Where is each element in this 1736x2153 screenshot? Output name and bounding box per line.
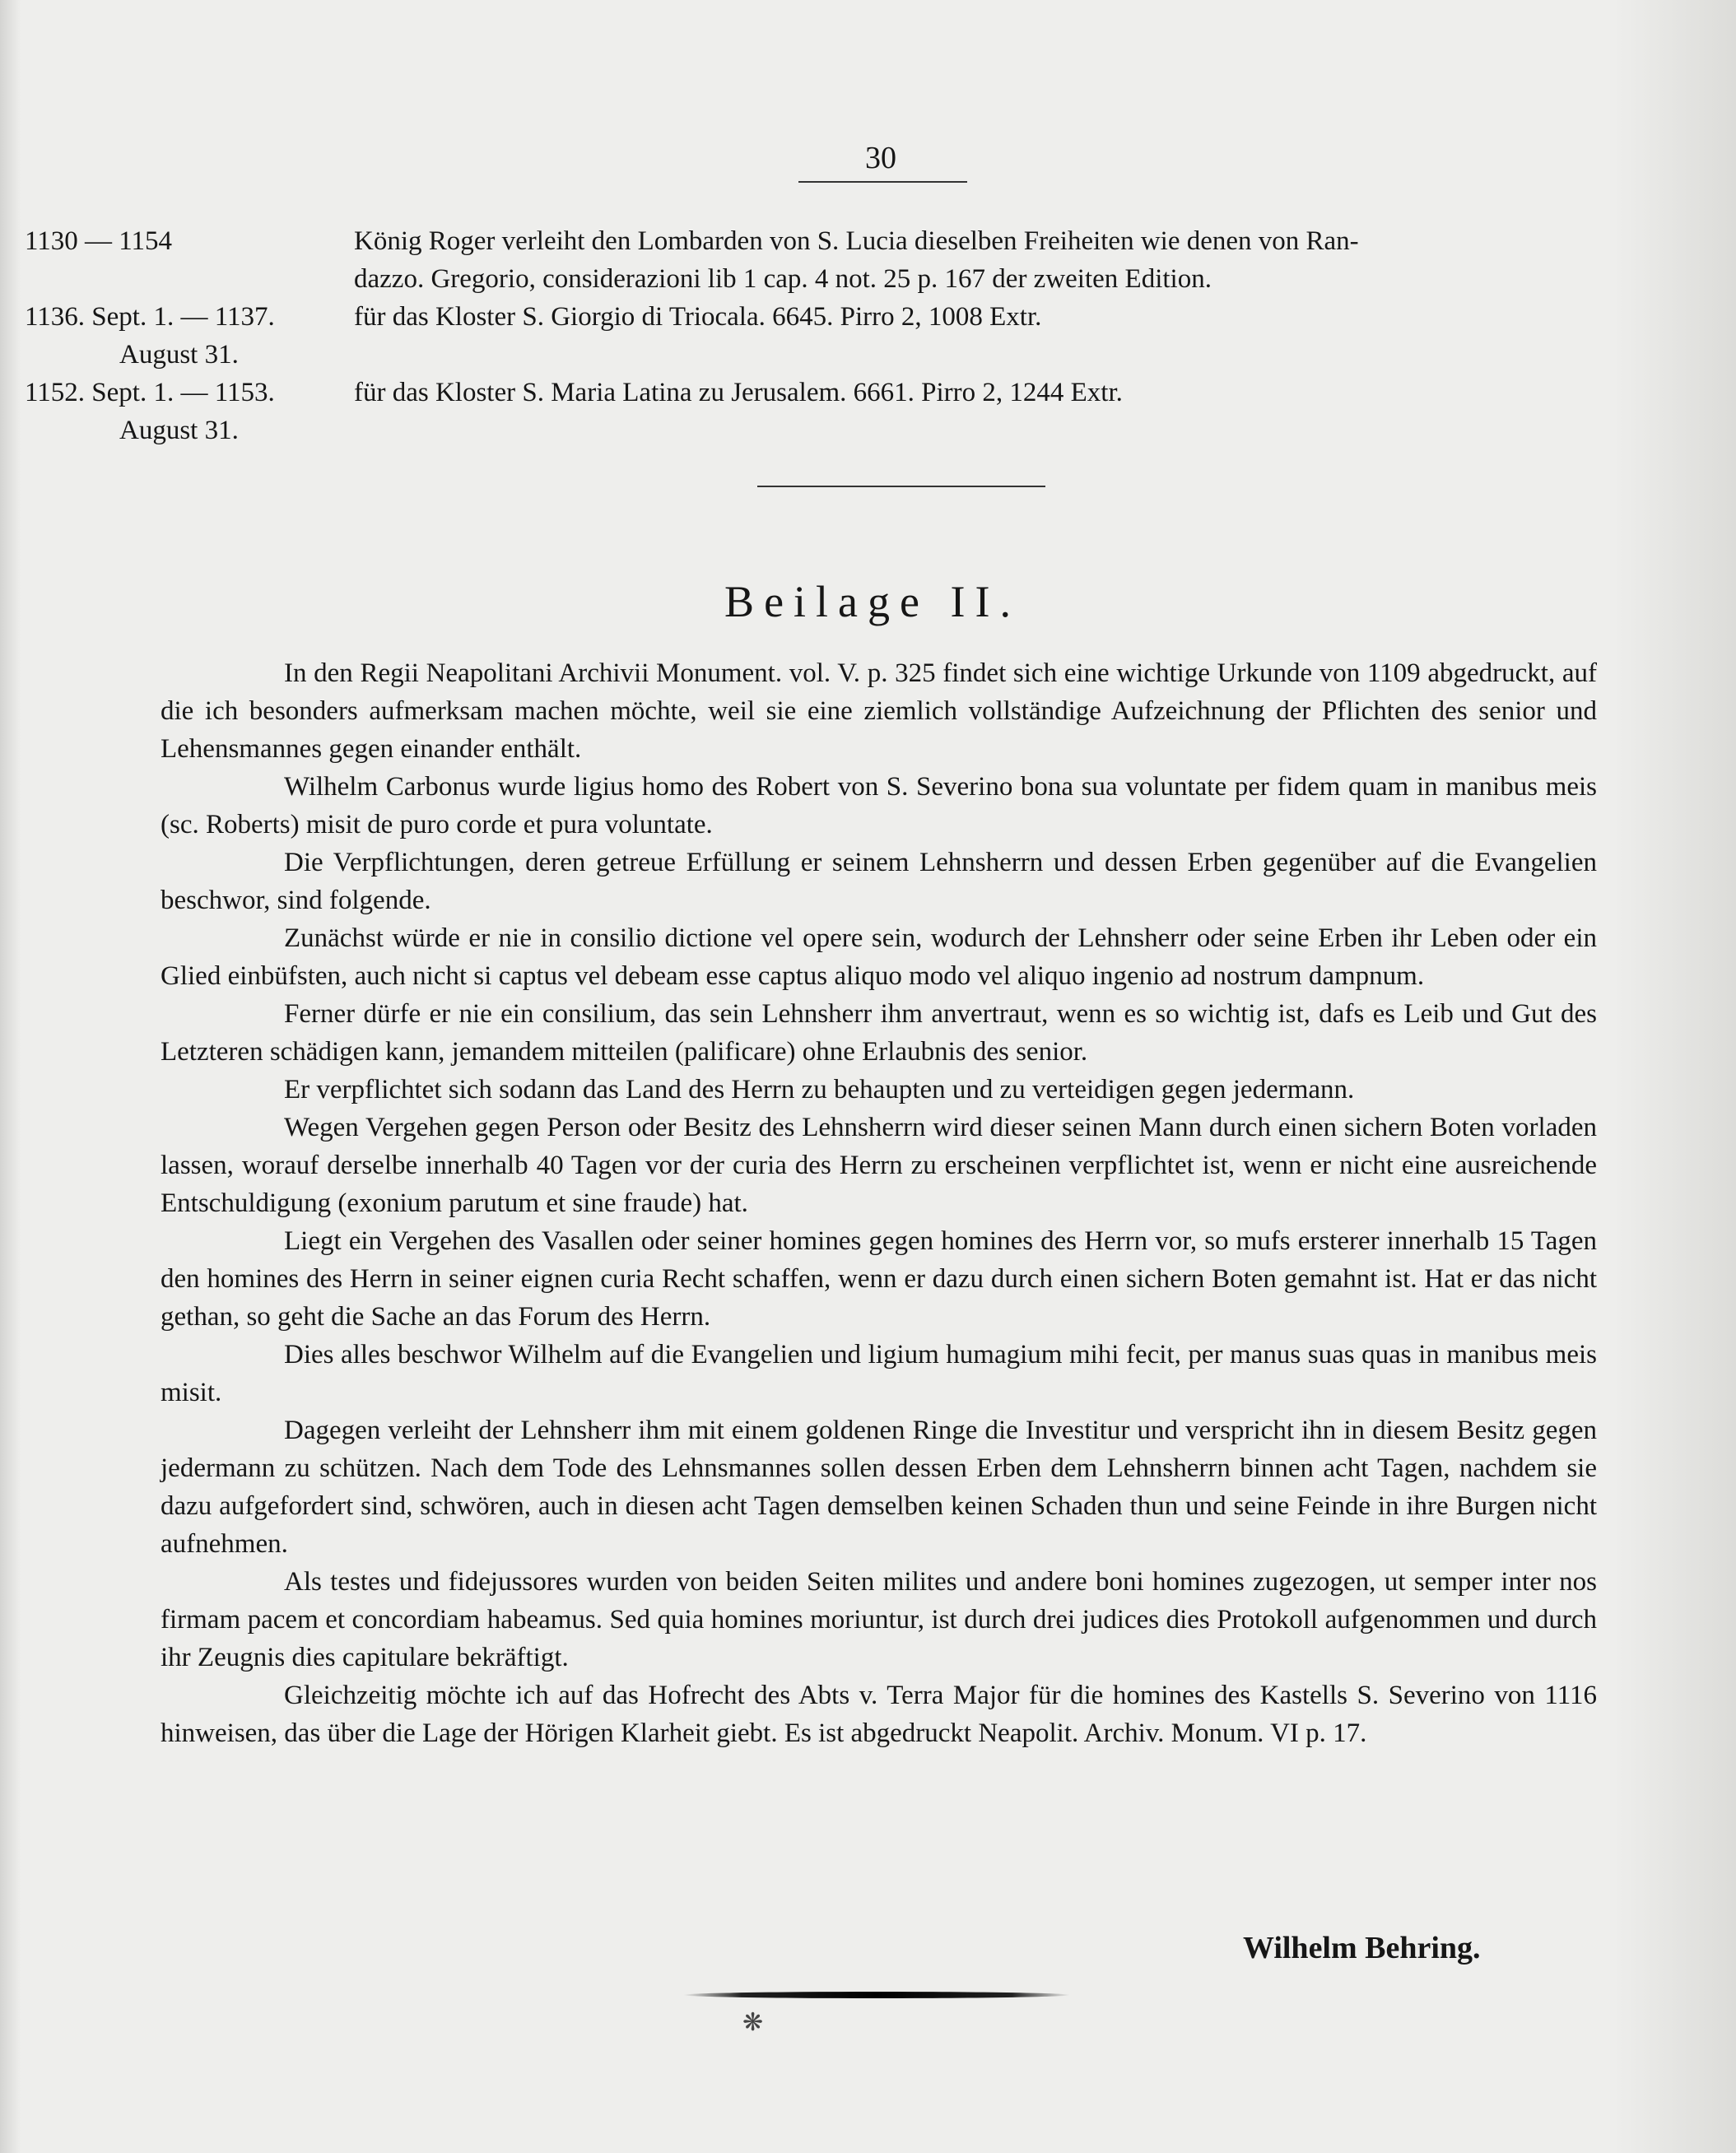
paragraph: In den Regii Neapolitani Archivii Monument. vol. V. p. 325 findet sich eine wichtige Urkunde von 1109 abgedruckt, auf die ich besonders aufmerksam machen möchte, weil sie eine ziemlich vollständige Aufzeichnung der Pflichten des senior und Lehensmannes gegen einander enthält. [161, 658, 1597, 764]
entry-text: für das Kloster S. Maria Latina zu Jerusalem. 6661. Pirro 2, 1244 Extr. [354, 378, 1123, 407]
paragraph: Liegt ein Vergehen des Vasallen oder seiner homines gegen homines des Herrn vor, so mufs ersterer innerhalb 15 Tagen den homines des Herrn in seiner eignen curia Recht schaffen, wenn er dazu durch einen sichern Boten gemahnt ist. Hat er das nicht gethan, so geht die Sache an das Forum des Herrn. [161, 1226, 1597, 1332]
section-heading: Beilage II. [724, 577, 1021, 626]
paragraph: Wegen Vergehen gegen Person oder Besitz des Lehnsherrn wird dieser seinen Mann durch einen sichern Boten vorladen lassen, worauf derselbe innerhalb 40 Tagen vor der curia des Herrn zu erscheinen verpflichtet ist, wenn er nicht eine ausreichende Entschuldigung (exonium parutum et sine fraude) hat. [161, 1113, 1597, 1218]
paragraph: Dies alles beschwor Wilhelm auf die Evangelien und ligium humagium mihi fecit, per manus suas quas in manibus meis misit. [161, 1340, 1597, 1407]
paragraph: Zunächst würde er nie in consilio dictione vel opere sein, wodurch der Lehnsherr oder seine Erben ihr Leben oder ein Glied einbüfsten, auch nicht si captus vel debeam esse captus aliquo modo vel aliquo ingenio ad nostrum dampnum. [161, 923, 1597, 991]
bleed-through-margin [1613, 0, 1736, 2153]
paragraph: Ferner dürfe er nie ein consilium, das sein Lehnsherr ihm anvertraut, wenn es so wichtig ist, dafs es Leib und Gut des Letzteren schädigen kann, jemandem mitteilen (palificare) ohne Erlaubnis des senior. [161, 999, 1597, 1067]
paragraph: Dagegen verleiht der Lehnsherr ihm mit einem goldenen Ringe die Investitur und verspricht ihn in diesem Besitz gegen jedermann zu schützen. Nach dem Tode des Lehnsmannes sollen dessen Erben dem Lehnsherrn binnen acht Tagen, nachdem sie dazu aufgefordert sind, schwören, auch in diesen acht Tagen demselben keinen Schaden thun und seine Feinde in ihre Burgen nicht aufnehmen. [161, 1416, 1597, 1559]
closing-rule [683, 1992, 1070, 1998]
entry-text: für das Kloster S. Giorgio di Triocala. 6645. Pirro 2, 1008 Extr. [354, 302, 1042, 332]
entry-date: 1136. Sept. 1. — 1137. August 31. [25, 302, 275, 370]
body-text [161, 654, 1597, 1752]
page-number: 30 [865, 141, 896, 175]
section-rule [757, 486, 1045, 487]
register-entry [25, 374, 1605, 449]
register-entries [25, 222, 1605, 449]
register-entry [25, 222, 1605, 298]
paragraph: Er verpflichtet sich sodann das Land des Herrn zu behaupten und zu verteidigen gegen jedermann. [284, 1075, 1355, 1104]
paragraph: Gleichzeitig möchte ich auf das Hofrecht des Abts v. Terra Major für die homines des Kastells S. Severino von 1116 hinweisen, das über die Lage der Hörigen Klarheit giebt. Es ist abgedruckt Neapolit. Archiv. Monum. VI p. 17. [161, 1681, 1597, 1748]
paragraph: Wilhelm Carbonus wurde ligius homo des Robert von S. Severino bona sua voluntate per fidem quam in manibus meis (sc. Roberts) misit de puro corde et pura voluntate. [161, 772, 1597, 839]
entry-text: König Roger verleiht den Lombarden von S. Lucia dieselben Freiheiten wie denen von Ran- dazzo. Gregorio, considerazioni lib 1 cap. 4 not. 25 p. 167 der zweiten Edition. [354, 226, 1359, 294]
header-rule [798, 181, 967, 183]
register-entry [25, 298, 1605, 374]
page-edge-shadow [0, 0, 21, 2153]
entry-date: 1130 — 1154 [25, 226, 173, 256]
paragraph: Die Verpflichtungen, deren getreue Erfüllung er seinem Lehnsherrn und dessen Erben gegenüber auf die Evangelien beschwor, sind folgende. [161, 848, 1597, 915]
asterisk-ornament-icon: ❋ [742, 2009, 764, 2036]
author-signature: Wilhelm Behring. [1243, 1931, 1481, 1965]
entry-date: 1152. Sept. 1. — 1153. August 31. [25, 378, 275, 445]
paragraph: Als testes und fidejussores wurden von beiden Seiten milites und andere boni homines zugezogen, ut semper inter nos firmam pacem et concordiam habeamus. Sed quia homines moriuntur, ist durch drei judices dies Protokoll aufgenommen und durch ihr Zeugnis dies capitulare bekräftigt. [161, 1567, 1597, 1672]
